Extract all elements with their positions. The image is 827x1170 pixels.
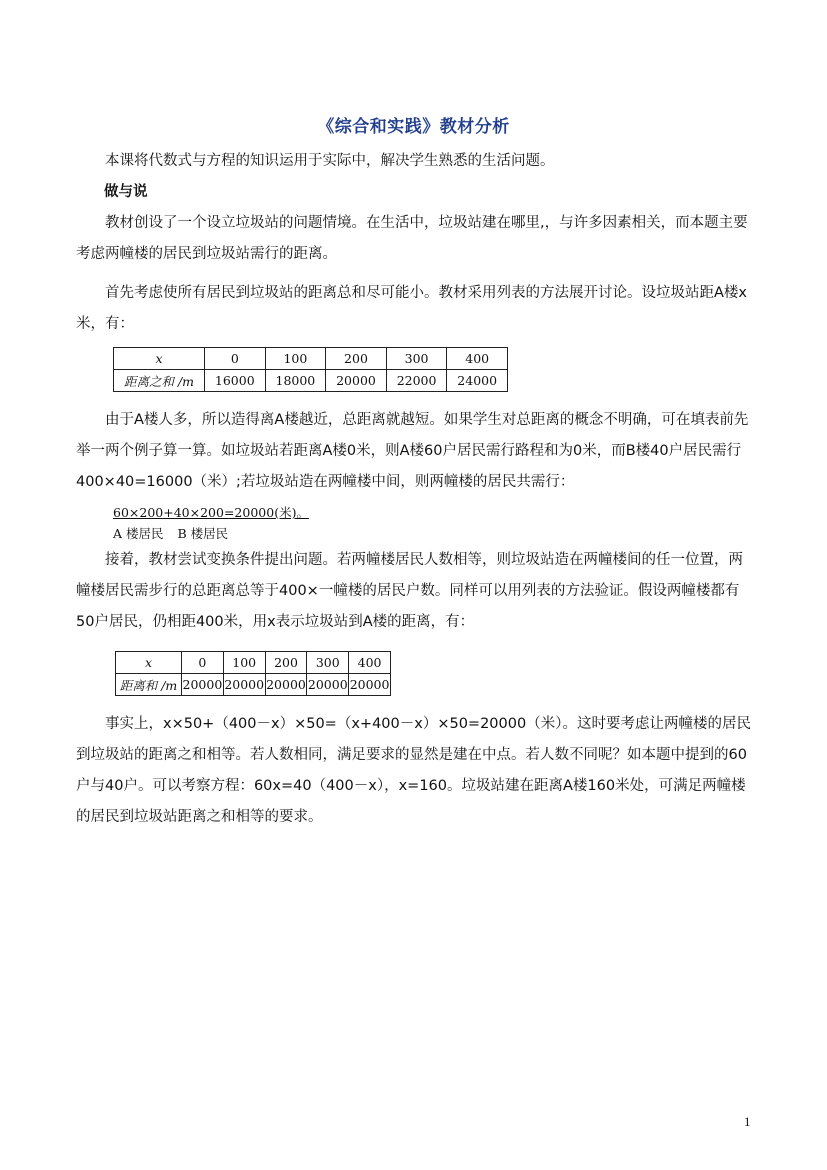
table-cell: 100 — [265, 348, 326, 370]
table-row — [114, 348, 508, 370]
table-cell: 18000 — [265, 370, 326, 392]
table-cell: 24000 — [447, 370, 508, 392]
table-cell: 20000 — [182, 674, 224, 696]
table-cell: 0 — [182, 652, 224, 674]
paragraph-2: 首先考虑使所有居民到垃圾站的距离总和尽可能小。教材采用列表的方法展开讨论。设垃圾站距A楼x米，有： — [76, 285, 747, 332]
table-cell: x — [116, 652, 182, 674]
section-heading: 做与说 — [104, 184, 148, 200]
table-cell: 300 — [386, 348, 447, 370]
table-row — [116, 652, 391, 674]
table-cell: 20000 — [326, 370, 387, 392]
table-row — [116, 674, 391, 696]
formula-label-b: B 楼居民 — [177, 526, 229, 541]
page-title: 《综合和实践》教材分析 — [317, 117, 510, 137]
formula-labels — [113, 524, 228, 542]
table-cell: 22000 — [386, 370, 447, 392]
table-cell: 20000 — [265, 674, 307, 696]
table-cell: 400 — [447, 348, 508, 370]
table-cell: 0 — [205, 348, 266, 370]
paragraph-4: 接着，教材尝试变换条件提出问题。若两幢楼居民人数相等，则垃圾站造在两幢楼间的任一位置，两幢楼居民需步行的总距离总等于400×一幢楼的居民户数。同样可以用列表的方法验证。假设两幢楼都有50户居民，仍相距400米，用x表示垃圾站到A楼的距离，有： — [76, 552, 743, 630]
formula-label-a: A 楼居民 — [113, 526, 164, 541]
intro-paragraph: 本课将代数式与方程的知识运用于实际中，解决学生熟悉的生活问题。 — [105, 153, 555, 169]
distance-table-1 — [113, 347, 508, 392]
table-row — [114, 370, 508, 392]
table-cell: 距离之和 /m — [114, 370, 205, 392]
paragraph-1: 教材创设了一个设立垃圾站的问题情境。在生活中，垃圾站建在哪里,，与许多因素相关，而本题主要考虑两幢楼的居民到垃圾站需行的距离。 — [76, 215, 748, 262]
formula-line: 60×200+40×200=20000(米)。 — [113, 505, 309, 520]
paragraph-5: 事实上，x×50+（400－x）×50=（x+400－x）×50=20000（米）。这时要考虑让两幢楼的居民到垃圾站的距离之和相等。若人数相同，满足要求的显然是建在中点。若人数不同呢？如本题中提到的60户与40户。可以考察方程：60x=40（400－x），x=160。垃圾站建在距离A楼160米处，可满足两幢楼的居民到垃圾站距离之和相等的要求。 — [76, 716, 751, 825]
table-cell: 16000 — [205, 370, 266, 392]
page-number: 1 — [744, 1114, 751, 1129]
table-cell: 100 — [223, 652, 265, 674]
table-cell: 距离和 /m — [116, 674, 182, 696]
table-cell: 20000 — [349, 674, 391, 696]
table-cell: 300 — [307, 652, 349, 674]
table-cell: x — [114, 348, 205, 370]
table-cell: 20000 — [223, 674, 265, 696]
table-cell: 20000 — [307, 674, 349, 696]
paragraph-3: 由于A楼人多，所以造得离A楼越近，总距离就越短。如果学生对总距离的概念不明确，可在填表前先举一两个例子算一算。如垃圾站若距离A楼0米，则A楼60户居民需行路程和为0米，而B楼40户居民需行400×40=16000（米）;若垃圾站造在两幢楼中间，则两幢楼的居民共需行： — [76, 412, 749, 490]
table-cell: 200 — [326, 348, 387, 370]
distance-table-2 — [115, 651, 391, 696]
table-cell: 400 — [349, 652, 391, 674]
table-cell: 200 — [265, 652, 307, 674]
